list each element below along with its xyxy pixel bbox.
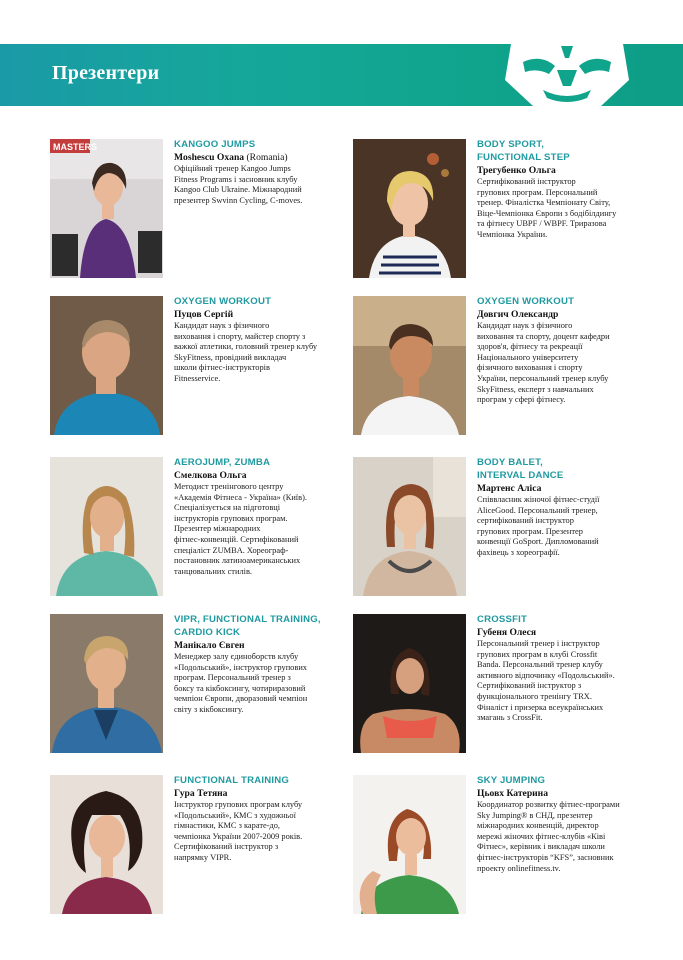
presenter-photo [353,296,466,435]
presenter-card-crossfit [353,614,658,759]
presenter-category: AEROJUMP, ZUMBA [174,457,271,468]
presenter-name: Трегубенко Ольга [477,165,556,176]
page-title: Презентери [52,62,160,84]
presenter-description: Співвласник жіночої фітнес-студії AliceGood. Персональний тренер, сертифікований інструктор групових програм. Презентер конвенції GoSport. Дипломований фахівець з хореографії. [477,495,600,557]
presenter-category: BODY BALET, INTERVAL DANCE [477,457,564,481]
presenter-card-body-sport [353,139,658,284]
presenter-name: Довгич Олександр [477,309,559,320]
presenter-name: Манікало Євген [174,640,245,651]
presenter-photo [50,457,163,596]
presenter-category: OXYGEN WORKOUT [174,296,272,307]
header-banner [0,44,683,106]
presenter-photo [353,614,466,753]
presenter-card-oxygen-2 [353,296,658,441]
presenter-name: Пуцов Сергій [174,309,234,320]
presenter-category: VIPR, FUNCTIONAL TRAINING, CARDIO KICK [174,614,321,638]
presenter-card-aerojump [50,457,355,602]
photo-sign-text: MASTERS [53,142,98,152]
presenter-description: Кандидат наук з фізичного виховання і спорту, майстер спорту з важкої атлетики, головний тренер клубу SkyFitness, провідний викладач школи фітнес-інструкторів Fitnesservice. [174,321,318,383]
presenter-card-oxygen-1 [50,296,355,441]
presenter-description: Кандидат наук з фізичного виховання та спорту, доцент кафедри здоров'я, фітнесу та рекреації Національного університету фізичного виховання і спорту України, персональний тренер клубу SkyFitness, експерт з навчальних програм у сфері фітнесу. [477,321,610,405]
presenter-category: CROSSFIT [477,614,528,625]
presenter-photo [50,614,163,753]
presenter-name-country: (Romania) [244,152,288,163]
presenter-category: SKY JUMPING [477,775,546,786]
presenter-card-kangoo [50,139,355,284]
presenter-description: Координатор розвитку фітнес-програми Sky Jumping® в СНД, презентер міжнародних конвенцій, директор мережі жіночих фітнес-клубів «Ківі Фітнес», керівник і викладач школи фітнес-інструкторів “KFS”, засновник проекту onlinefitness.tv. [477,800,620,873]
presenter-description: Сертифікований інструктор групових програм. Персональний тренер. Фіналістка Чемпіонату Світу, Віце-Чемпіонка Європи з бодібілдингу та фітнесу UBPF / WBPF. Триразова Чемпіонка України. [477,177,617,239]
presenter-name: Мартенс Аліса [477,483,542,494]
presenter-card-functional [50,775,355,920]
presenter-name [174,152,334,164]
presenter-name: Гура Тетяна [174,788,228,799]
presenter-description: Методист тренінгового центру «Академія Фітнеса - Україна» (Київ). Спеціалізується на підготовці інструкторів групових програм. Презентер міжнародних фітнес-конвенцій. Сертифікований спеціаліст ZUMBA. Хореограф- постановник латиноамериканських танцювальних стилів. [174,482,307,576]
lion-logo-icon [503,40,631,110]
presenter-category: BODY SPORT, FUNCTIONAL STEP [477,139,570,163]
presenter-photo [50,775,163,914]
presenter-photo [50,139,163,278]
presenter-description: Менеджер залу єдиноборств клубу «Подольський», інструктор групових програм. Персональний тренер з боксу та кікбоксингу, чотириразовий чемпіон Європи, дворазовий чемпіон світу з кікбоксингу. [174,652,308,714]
presenter-description: Персональний тренер і інструктор групових програм в клубі Crossfit Banda. Персональний тренер клубу активного відпочинку «Подольський». Сертифікований інструктор з функціонального тренінгу TRX. Фіналіст і призерка всеукраїнських змагань з CrossFit. [477,639,615,723]
presenter-name: Смелкова Ольга [174,470,247,481]
presenter-description: Інструктор групових програм клубу «Подольський», КМС з художньої гімнастики, КМС з карате-до, чемпіонка України 2007-2009 років. Сертифікований інструктор з напрямку VIPR. [174,800,303,862]
presenter-name: Губеня Олеся [477,627,537,638]
presenter-name: Цьовх Катерина [477,788,549,799]
presenter-photo [353,457,466,596]
presenter-card-sky-jumping [353,775,658,920]
presenter-description: Офіційний тренер Kangoo Jumps Fitness Programs і засновник клубу Kangoo Club Ukraine. Міжнародний презентер Swvinn Cycling, C-moves. [174,164,303,205]
presenter-card-vipr [50,614,355,759]
presenter-category: FUNCTIONAL TRAINING [174,775,290,786]
presenter-photo [353,775,466,914]
presenter-card-body-balet [353,457,658,602]
presenter-category: OXYGEN WORKOUT [477,296,575,307]
presenter-photo [353,139,466,278]
presenter-photo [50,296,163,435]
presenter-name-text: Moshescu Oxana [174,152,245,163]
presenter-category: KANGOO JUMPS [174,139,256,150]
